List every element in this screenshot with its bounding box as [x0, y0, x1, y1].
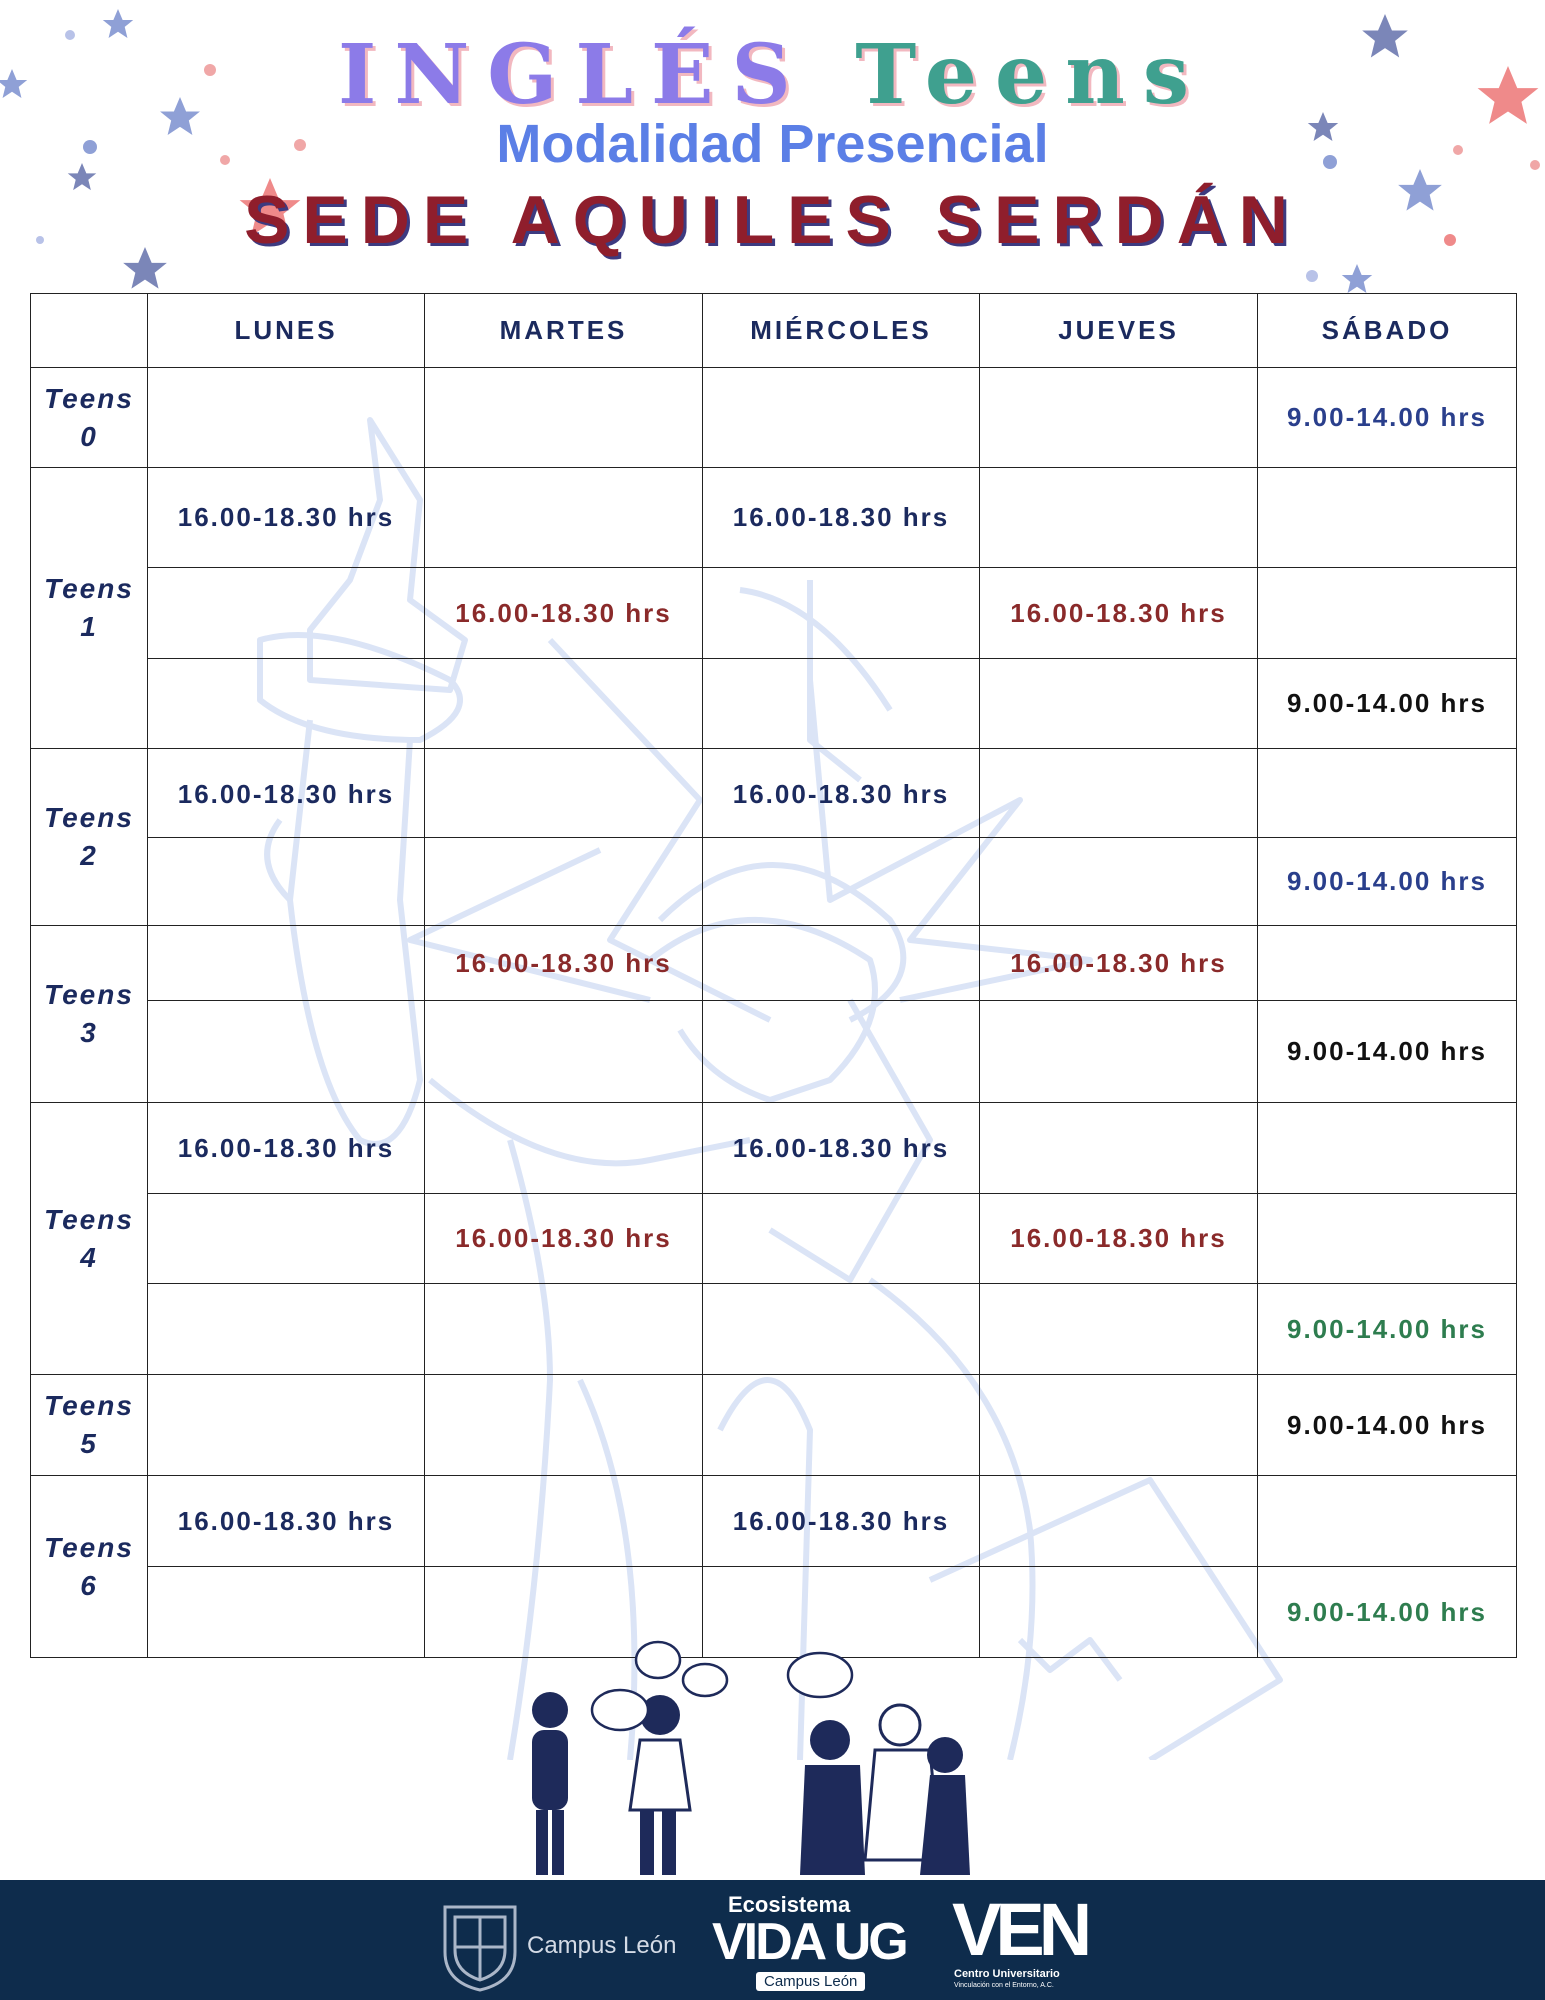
empty-cell — [980, 838, 1258, 926]
empty-cell — [703, 568, 980, 659]
empty-cell — [148, 1375, 425, 1476]
ven-tagline: Vinculación con el Entorno, A.C. — [954, 1982, 1054, 1989]
time-slot: 16.00-18.30 hrs — [703, 1476, 980, 1567]
time-slot: 16.00-18.30 hrs — [980, 926, 1258, 1001]
schedule-table — [30, 293, 1516, 1658]
empty-cell — [980, 749, 1258, 838]
time-slot: 16.00-18.30 hrs — [703, 1103, 980, 1194]
time-slot: 16.00-18.30 hrs — [980, 1194, 1258, 1284]
empty-cell — [148, 1001, 425, 1103]
day-header-jueves: JUEVES — [980, 294, 1258, 368]
empty-cell — [980, 1284, 1258, 1375]
empty-cell — [980, 1375, 1258, 1476]
day-header-sabado: SÁBADO — [1258, 294, 1517, 368]
level-teens-2: Teens 2 — [31, 749, 148, 926]
corner-cell — [31, 294, 148, 368]
empty-cell — [148, 1194, 425, 1284]
star-icon — [1342, 264, 1372, 293]
empty-cell — [980, 468, 1258, 568]
table-row — [31, 1375, 1517, 1476]
empty-cell — [148, 368, 425, 468]
table-row — [31, 468, 1517, 568]
vida-ug-campus-pill: Campus León — [756, 1972, 865, 1991]
empty-cell — [1258, 1194, 1517, 1284]
empty-cell — [425, 659, 703, 749]
time-slot: 9.00-14.00 hrs — [1258, 1284, 1517, 1375]
page-title — [0, 27, 1545, 123]
empty-cell — [980, 1103, 1258, 1194]
table-row — [31, 1103, 1517, 1194]
empty-cell — [148, 659, 425, 749]
empty-cell — [980, 368, 1258, 468]
empty-cell — [425, 749, 703, 838]
table-row — [31, 1001, 1517, 1103]
time-slot: 16.00-18.30 hrs — [148, 1476, 425, 1567]
footer-bar — [0, 1880, 1545, 2000]
empty-cell — [703, 659, 980, 749]
level-teens-5: Teens 5 — [31, 1375, 148, 1476]
empty-cell — [980, 1001, 1258, 1103]
empty-cell — [1258, 1103, 1517, 1194]
time-slot: 16.00-18.30 hrs — [425, 568, 703, 659]
time-slot: 16.00-18.30 hrs — [148, 1103, 425, 1194]
empty-cell — [148, 926, 425, 1001]
empty-cell — [703, 1001, 980, 1103]
empty-cell — [703, 926, 980, 1001]
empty-cell — [703, 838, 980, 926]
table-row — [31, 1284, 1517, 1375]
day-header-martes: MARTES — [425, 294, 703, 368]
time-slot: 9.00-14.00 hrs — [1258, 1001, 1517, 1103]
empty-cell — [425, 368, 703, 468]
time-slot: 16.00-18.30 hrs — [148, 468, 425, 568]
empty-cell — [148, 568, 425, 659]
table-row — [31, 568, 1517, 659]
empty-cell — [148, 838, 425, 926]
table-row — [31, 659, 1517, 749]
table-row — [31, 1476, 1517, 1567]
ven-subtitle: Centro Universitario — [954, 1968, 1060, 1980]
time-slot: 9.00-14.00 hrs — [1258, 1567, 1517, 1658]
empty-cell — [425, 1476, 703, 1567]
level-teens-3: Teens 3 — [31, 926, 148, 1103]
level-teens-1: Teens 1 — [31, 468, 148, 749]
time-slot: 16.00-18.30 hrs — [703, 749, 980, 838]
vida-ug-logo: VIDA UG — [712, 1913, 906, 1971]
time-slot: 9.00-14.00 hrs — [1258, 659, 1517, 749]
empty-cell — [1258, 1476, 1517, 1567]
table-row — [31, 1194, 1517, 1284]
empty-cell — [703, 1194, 980, 1284]
day-header-lunes: LUNES — [148, 294, 425, 368]
empty-cell — [1258, 926, 1517, 1001]
table-row — [31, 368, 1517, 468]
location-title: SEDE AQUILES SERDÁN — [244, 182, 1301, 258]
empty-cell — [425, 468, 703, 568]
people-illustration — [490, 1640, 1020, 1880]
ecosistema-label: Ecosistema — [728, 1892, 851, 1917]
table-row — [31, 838, 1517, 926]
title-word-teens: Teens — [855, 27, 1208, 123]
time-slot: 9.00-14.00 hrs — [1258, 838, 1517, 926]
day-header-miercoles: MIÉRCOLES — [703, 294, 980, 368]
ven-logo: VEN — [952, 1888, 1087, 1971]
empty-cell — [980, 1567, 1258, 1658]
time-slot: 16.00-18.30 hrs — [148, 749, 425, 838]
empty-cell — [425, 1103, 703, 1194]
time-slot: 16.00-18.30 hrs — [703, 468, 980, 568]
empty-cell — [1258, 568, 1517, 659]
level-teens-0: Teens 0 — [31, 368, 148, 468]
time-slot: 16.00-18.30 hrs — [425, 926, 703, 1001]
header-row — [31, 294, 1517, 368]
empty-cell — [148, 1284, 425, 1375]
empty-cell — [980, 659, 1258, 749]
table-row — [31, 926, 1517, 1001]
time-slot: 16.00-18.30 hrs — [980, 568, 1258, 659]
empty-cell — [1258, 749, 1517, 838]
page-subtitle: Modalidad Presencial — [496, 114, 1049, 174]
empty-cell — [425, 1001, 703, 1103]
empty-cell — [703, 368, 980, 468]
title-word-ingles: INGLÉS — [337, 27, 809, 123]
empty-cell — [980, 1476, 1258, 1567]
time-slot: 9.00-14.00 hrs — [1258, 368, 1517, 468]
empty-cell — [148, 1567, 425, 1658]
table-row — [31, 749, 1517, 838]
empty-cell — [425, 838, 703, 926]
campus-label: Campus León — [527, 1932, 677, 1959]
university-seal-icon — [435, 1892, 525, 1992]
empty-cell — [425, 1284, 703, 1375]
time-slot: 9.00-14.00 hrs — [1258, 1375, 1517, 1476]
empty-cell — [1258, 468, 1517, 568]
empty-cell — [703, 1375, 980, 1476]
empty-cell — [425, 1375, 703, 1476]
level-teens-6: Teens 6 — [31, 1476, 148, 1658]
time-slot: 16.00-18.30 hrs — [425, 1194, 703, 1284]
level-teens-4: Teens 4 — [31, 1103, 148, 1375]
empty-cell — [703, 1284, 980, 1375]
